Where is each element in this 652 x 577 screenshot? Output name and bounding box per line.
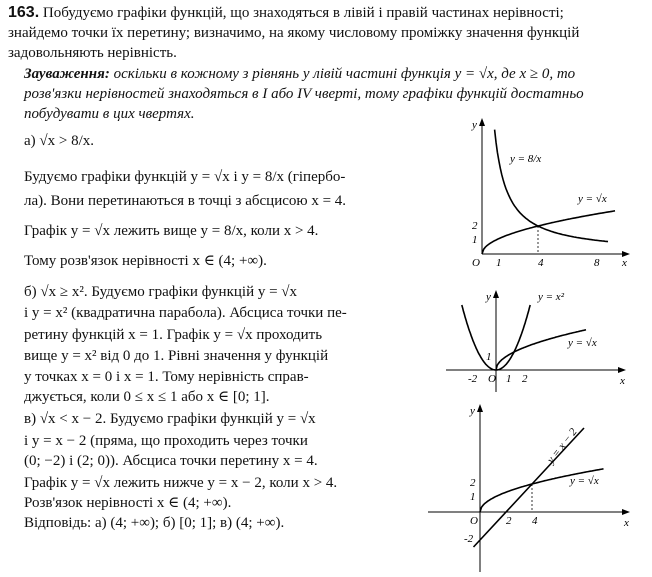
graph-c-line-label: y = x − 2 [544, 426, 580, 466]
graph-c-y-arrow [477, 404, 483, 412]
graph-c-tick-x-2: 2 [506, 515, 512, 527]
part-b-line: у точках x = 0 і x = 1. Тому нерівність справ- [24, 369, 309, 385]
part-c-line: Графік y = √x лежить нижче y = x − 2, коли x > 4. [24, 475, 338, 491]
graph-b-tick-x-neg2: -2 [468, 373, 478, 385]
problem-note [24, 64, 620, 124]
part-b-line: і y = x² (квадратична парабола). Абсциса точки пе- [24, 305, 347, 321]
part-c-line: в) √x < x − 2. Будуємо графіки функцій y = √x [24, 411, 316, 427]
graph-b-axis-x-label: x [620, 375, 625, 387]
graph-b [438, 288, 638, 398]
part-c-line: Розв'язок нерівності x ∈ (4; +∞). [24, 495, 232, 511]
graph-a-axis-y-label: y [472, 119, 477, 131]
part-b-line: джується, коли 0 ≤ x ≤ 1 або x ∈ [0; 1]. [24, 389, 270, 405]
part-c-line: і y = x − 2 (пряма, що проходить через точки [24, 433, 308, 449]
graph-a-tick-x-8: 8 [594, 257, 600, 269]
part-a-line: ла). Вони перетинаються в точці з абсцисою x = 4. [24, 193, 347, 209]
part-b-line: ретину функцій x = 1. Графік y = √x проходить [24, 327, 323, 343]
graph-a-hyperbola [495, 130, 608, 242]
part-a-line: Тому розв'язок нерівності x ∈ (4; +∞). [24, 253, 267, 269]
graph-c-tick-y-neg2: -2 [464, 533, 474, 545]
graph-c-axis-y-label: y [470, 405, 475, 417]
part-b-line: вище y = x² від 0 до 1. Рівні значення y функцій [24, 348, 329, 364]
graph-c-origin-label: O [470, 515, 478, 527]
graph-b-y-arrow [493, 290, 499, 298]
part-c-line: (0; −2) і (2; 0)). Абсциса точки перетину x = 4. [24, 453, 318, 469]
part-c-line: Відповідь: а) (4; +∞); б) [0; 1]; в) (4; +∞). [24, 515, 285, 531]
graph-a [438, 118, 638, 278]
graph-b-origin-label: O [488, 373, 496, 385]
graph-b-sqrt [496, 330, 586, 370]
graph-a-hyperbola-label: y = 8/x [510, 153, 542, 165]
graph-c-tick-x-4: 4 [532, 515, 538, 527]
graph-b-sqrt-label: y = √x [568, 337, 597, 349]
graph-b-axis-y-label: y [486, 291, 491, 303]
graph-a-tick-y-2: 2 [472, 220, 478, 232]
graph-c-x-arrow [622, 509, 630, 515]
note-text: оскільки в кожному з рівнянь у лівій частині функція y = √x, де x ≥ 0, то розв'язки нерівностей знаходяться в I або IV чверті, тому графіки функцій достатньо побудувати в цих чвертях. [24, 66, 584, 122]
problem-number: 163. [8, 4, 40, 21]
part-b-line: б) √x ≥ x². Будуємо графіки функцій y = √x [24, 284, 298, 300]
graph-a-sqrt [482, 211, 615, 254]
graph-b-x-arrow [618, 367, 626, 373]
graph-c-sqrt-label: y = √x [570, 475, 599, 487]
graph-c-tick-y-2: 2 [470, 477, 476, 489]
graph-b-parabola-label: y = x² [538, 291, 564, 303]
graph-c [424, 402, 644, 574]
graph-a-tick-y-1: 1 [472, 234, 478, 246]
graph-c-axis-x-label: x [624, 517, 629, 529]
graph-b-tick-x-2: 2 [522, 373, 528, 385]
graph-a-origin-label: O [472, 257, 480, 269]
graph-b-tick-y-1: 1 [486, 351, 492, 363]
graph-a-tick-x-4: 4 [538, 257, 544, 269]
graph-a-y-arrow [479, 118, 485, 126]
part-a-line: Графік y = √x лежить вище y = 8/x, коли x > 4. [24, 223, 319, 239]
graph-c-tick-y-1: 1 [470, 491, 476, 503]
problem-intro-text: Побудуємо графіки функцій, що знаходяться в лівій і правій частинах нерівності; знайдемо точки їх перетину; визначимо, на якому числовому проміжку значення функцій задовольняють нерівність. [8, 5, 580, 61]
graph-b-tick-x-1: 1 [506, 373, 512, 385]
part-a-line: Будуємо графіки функцій y = √x і y = 8/x (гіпербо- [24, 169, 346, 185]
problem-intro [8, 3, 620, 63]
graph-a-tick-x-1: 1 [496, 257, 502, 269]
graph-a-axis-x-label: x [622, 257, 627, 269]
part-a-line: а) √x > 8/x. [24, 133, 95, 149]
note-label: Зауваження: [24, 66, 110, 82]
graph-a-sqrt-label: y = √x [578, 193, 607, 205]
